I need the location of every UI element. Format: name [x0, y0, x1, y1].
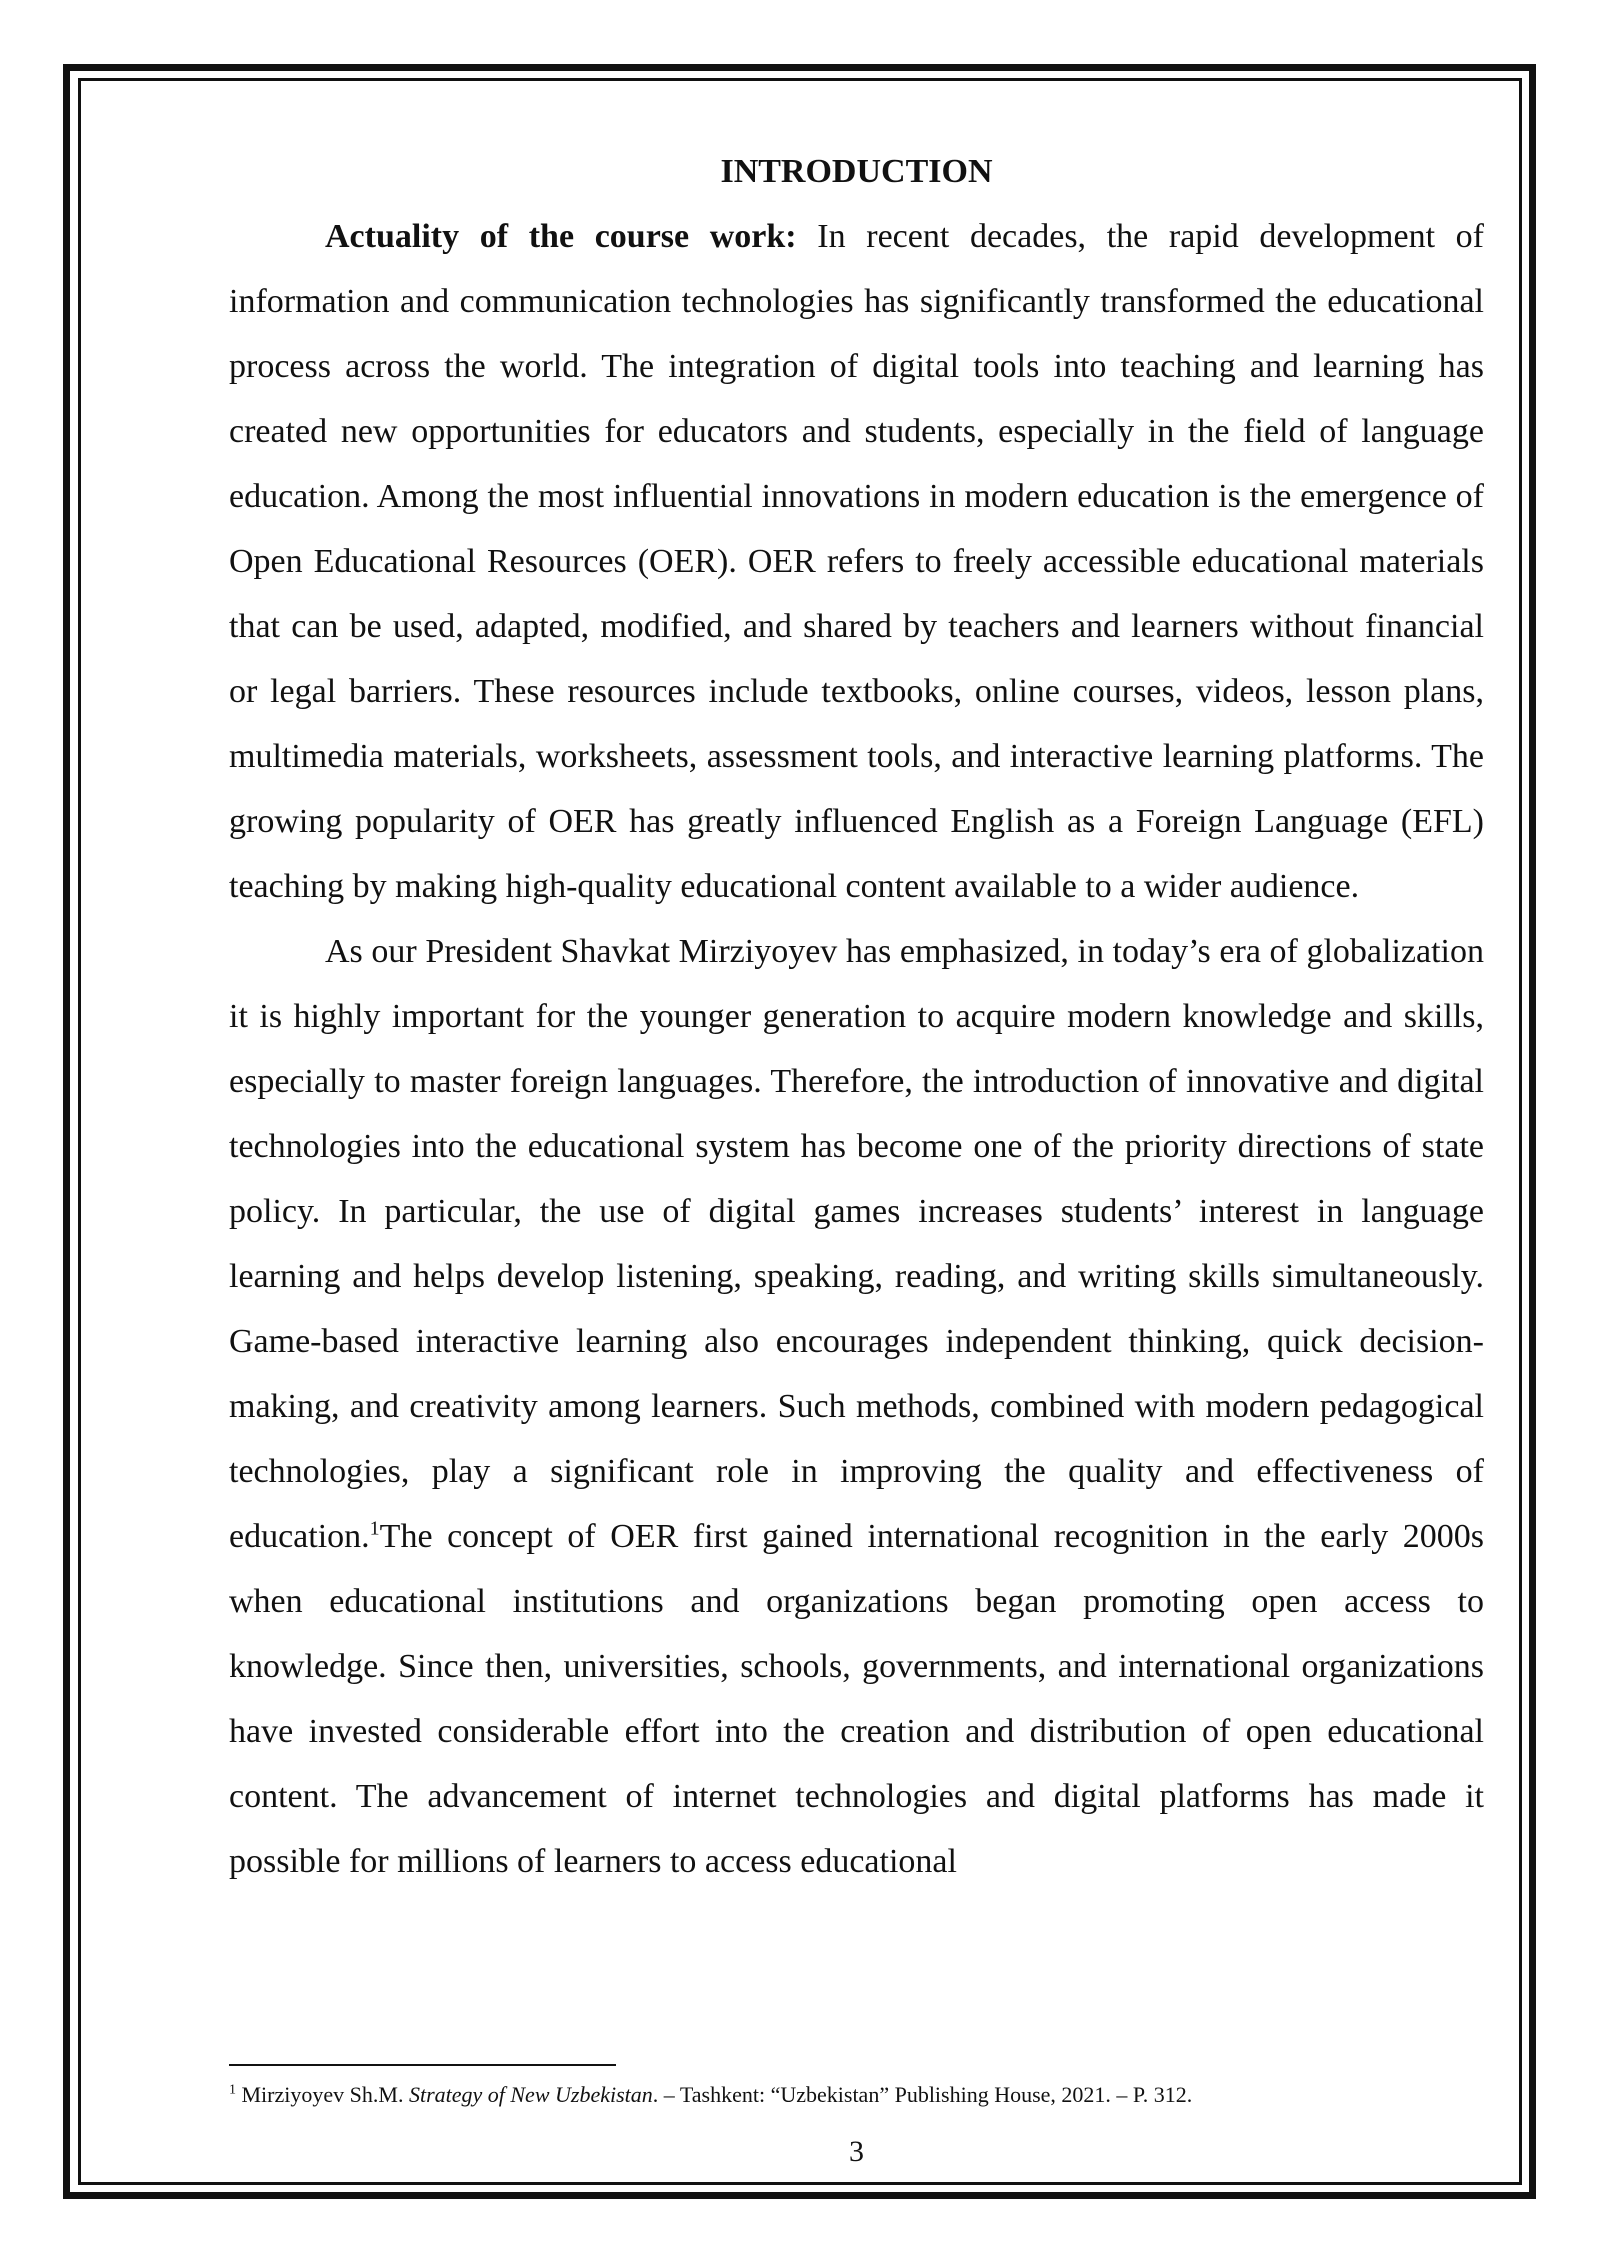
- footnote: [229, 2080, 1484, 2110]
- paragraph-text: In recent decades, the rapid development of information and communication technologies has significantly transformed the educational process across the world. The integration of digital tools into teaching and learning has created new opportunities for educators and students, especially in the field of language education. Among the most influential innovations in modern education is the emergence of Open Educational Resources (OER). OER refers to freely accessible educational materials that can be used, adapted, modified, and shared by teachers and learners without financial or legal barriers. These resources include textbooks, online courses, videos, lesson plans, multimedia materials, worksheets, assessment tools, and interactive learning platforms. The growing popularity of OER has greatly influenced English as a Foreign Language (EFL) teaching by making high-quality educational content available to a wider audience.: [229, 218, 1484, 905]
- paragraph-actuality: [229, 204, 1484, 919]
- footnote-details: . – Tashkent: “Uzbekistan” Publishing House, 2021. – P. 312.: [652, 2082, 1193, 2107]
- footnote-separator: [229, 2064, 616, 2066]
- footnote-title: Strategy of New Uzbekistan: [408, 2082, 653, 2107]
- footnote-number: 1: [229, 2082, 236, 2098]
- section-heading: INTRODUCTION: [720, 153, 993, 190]
- paragraph-text-before-ref: As our President Shavkat Mirziyoyev has emphasized, in today’s era of globalization it is highly important for the younger generation to acquire modern knowledge and skills, especially to master foreign languages. Therefore, the introduction of innovative and digital technologies into the educational system has become one of the priority directions of state policy. In particular, the use of digital games increases students’ interest in language learning and helps develop listening, speaking, reading, and writing skills simultaneously. Game-based interactive learning also encourages independent thinking, quick decision-making, and creativity among learners. Such methods, combined with modern pedagogical technologies, play a significant role in improving the quality and effectiveness of education.: [229, 933, 1484, 1555]
- page-body: [229, 140, 1484, 1894]
- footnote-reference[interactable]: 1: [369, 1517, 380, 1540]
- paragraph-president: [229, 919, 1484, 1894]
- paragraph-text-after-ref: The concept of OER first gained international recognition in the early 2000s when educational institutions and organizations began promoting open access to knowledge. Since then, universities, schools, governments, and international organizations have invested considerable effort into the creation and distribution of open educational content. The advancement of internet technologies and digital platforms has made it possible for millions of learners to access educational: [229, 1518, 1484, 1880]
- footnote-author: Mirziyoyev Sh.M.: [236, 2082, 409, 2107]
- paragraph-lead: Actuality of the course work:: [325, 218, 797, 255]
- page-number: 3: [849, 2135, 864, 2168]
